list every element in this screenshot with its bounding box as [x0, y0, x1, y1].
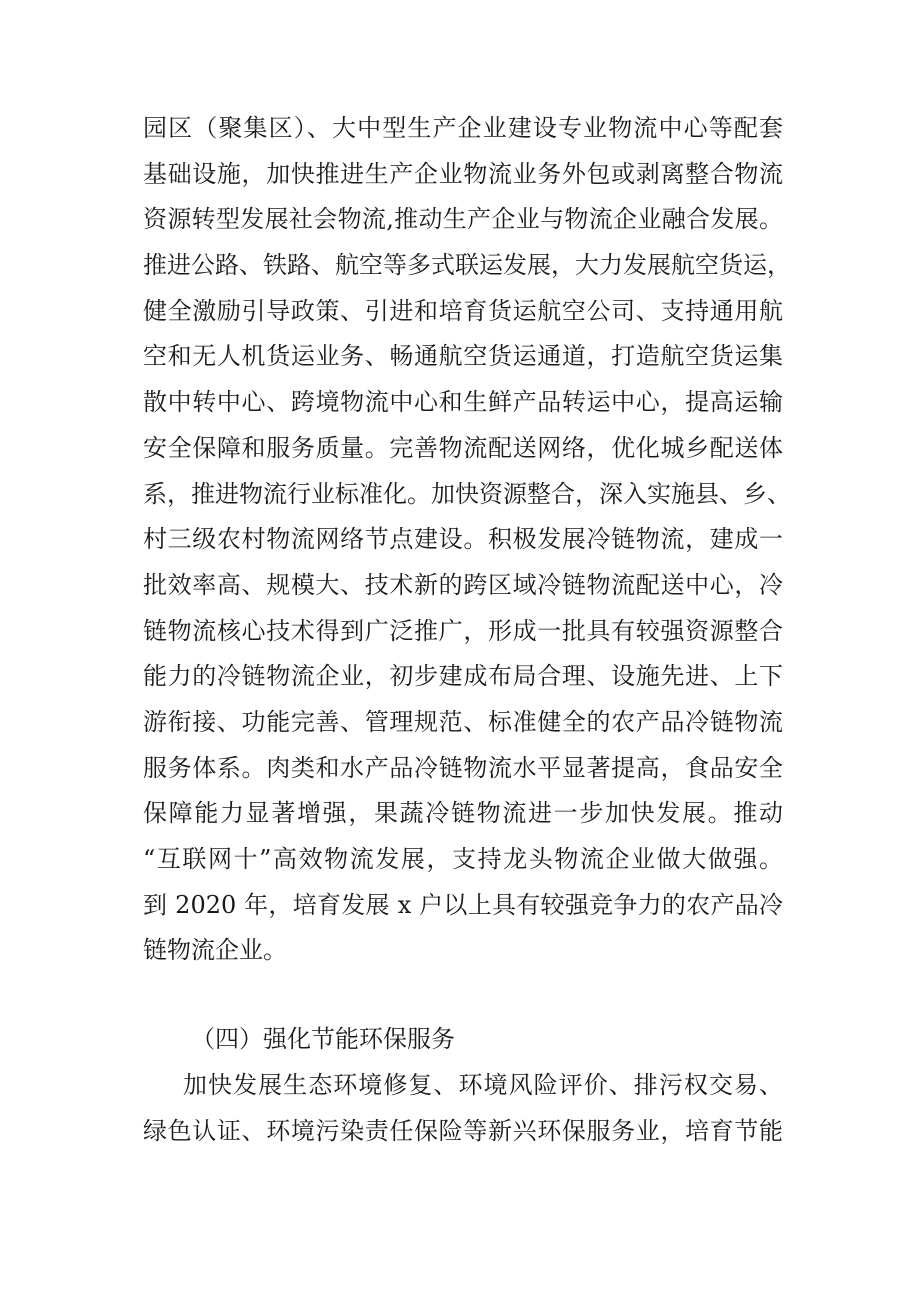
text-line: 批效率高、规模大、技术新的跨区域冷链物流配送中心，冷 [143, 570, 783, 599]
text-line: 能力的冷链物流企业，初步建成布局合理、设施先进、上下 [143, 662, 783, 691]
paragraph-environmental [143, 1063, 783, 1154]
text-line: 基础设施，加快推进生产企业物流业务外包或剥离整合物流 [143, 159, 783, 188]
text-line: 散中转中心、跨境物流中心和生鲜产品转运中心，提高运输 [143, 388, 783, 417]
text-line: 空和无人机货运业务、畅通航空货运通道，打造航空货运集 [143, 342, 783, 371]
text-line: 资源转型发展社会物流,推动生产企业与物流企业融合发展。 [143, 205, 783, 234]
section-heading: （四）强化节能环保服务 [191, 1025, 455, 1053]
text-line: 保障能力显著增强，果蔬冷链物流进一步加快发展。推动 [143, 799, 783, 828]
text-line: 系，推进物流行业标准化。加快资源整合，深入实施县、乡、 [143, 479, 791, 508]
text-line: 推进公路、铁路、航空等多式联运发展，大力发展航空货运， [143, 251, 791, 280]
text-line: 健全激励引导政策、引进和培育货运航空公司、支持通用航 [143, 296, 783, 325]
text-line: “互联网十”高效物流发展，支持龙头物流企业做大做强。 [143, 845, 783, 873]
paragraph-logistics [143, 106, 791, 974]
text-line: 绿色认证、环境污染责任保险等新兴环保服务业，培育节能 [143, 1116, 783, 1145]
text-line: 加快发展生态环境修复、环境风险评价、排污权交易、 [183, 1071, 783, 1099]
text-line: 到 2020 年，培育发展 x 户以上具有较强竞争力的农产品冷 [143, 890, 783, 919]
text-line: 游衔接、功能完善、管理规范、标准健全的农产品冷链物流 [143, 707, 783, 736]
text-line: 村三级农村物流网络节点建设。积极发展冷链物流，建成一 [143, 525, 783, 554]
text-line: 链物流核心技术得到广泛推广，形成一批具有较强资源整合 [143, 616, 783, 645]
text-line: 安全保障和服务质量。完善物流配送网络，优化城乡配送体 [143, 433, 783, 462]
text-line: 服务体系。肉类和水产品冷链物流水平显著提高，食品安全 [143, 753, 783, 782]
text-line: 园区（聚集区）、大中型生产企业建设专业物流中心等配套 [143, 114, 783, 142]
text-line: 链物流企业。 [143, 936, 287, 965]
